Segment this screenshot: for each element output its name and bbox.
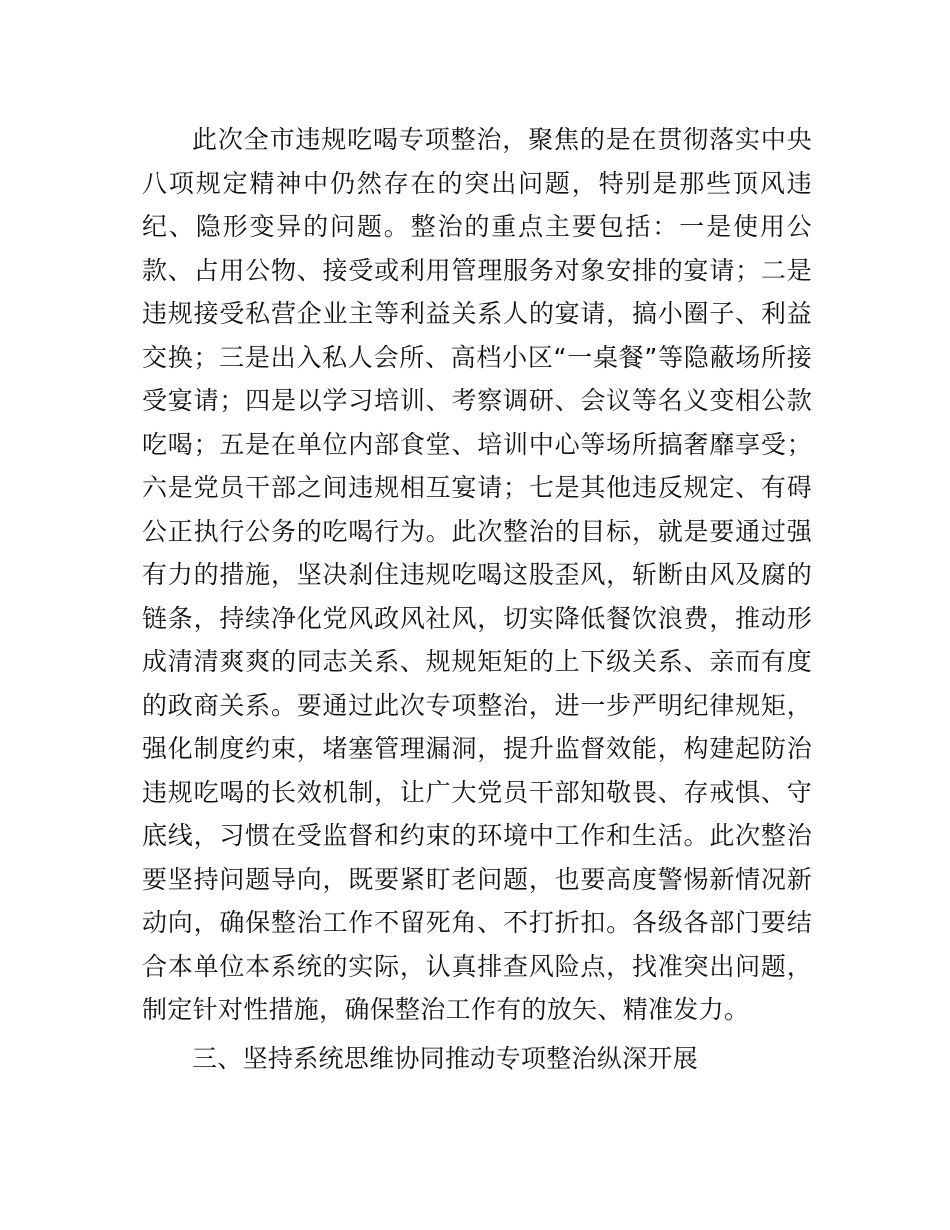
section-heading: 三、坚持系统思维协同推动专项整治纵深开展	[192, 1044, 699, 1073]
body-paragraph: 此次全市违规吃喝专项整治，聚焦的是在贯彻落实中央八项规定精神中仍然存在的突出问题，特别是那些顶风违纪、隐形变异的问题。整治的重点主要包括：一是使用公款、占用公物、接受或利用管理服务对象安排的宴请；二是违规接受私营企业主等利益关系人的宴请，搞小圈子、利益交换；三是出入私人会所、高档小区“一桌餐”等隐蔽场所接受宴请；四是以学习培训、考察调研、会议等名义变相公款吃喝；五是在单位内部食堂、培训中心等场所搞奢靡享受；六是党员干部之间违规相互宴请；七是其他违反规定、有碍公正执行公务的吃喝行为。此次整治的目标，就是要通过强有力的措施，坚决刹住违规吃喝这股歪风，斩断由风及腐的链条，持续净化党风政风社风，切实降低餐饮浪费，推动形成清清爽爽的同志关系、规规矩矩的上下级关系、亲而有度的政商关系。要通过此次专项整治，进一步严明纪律规矩，强化制度约束，堵塞管理漏洞，提升监督效能，构建起防治违规吃喝的长效机制，让广大党员干部知敬畏、存戒惧、守底线，习惯在受监督和约束的环境中工作和生活。此次整治要坚持问题导向，既要紧盯老问题，也要高度警惕新情况新动向，确保整治工作不留死角、不打折扣。各级各部门要结合本单位本系统的实际，认真排查风险点，找准突出问题，制定针对性措施，确保整治工作有的放矢、精准发力。	[142, 125, 812, 1024]
